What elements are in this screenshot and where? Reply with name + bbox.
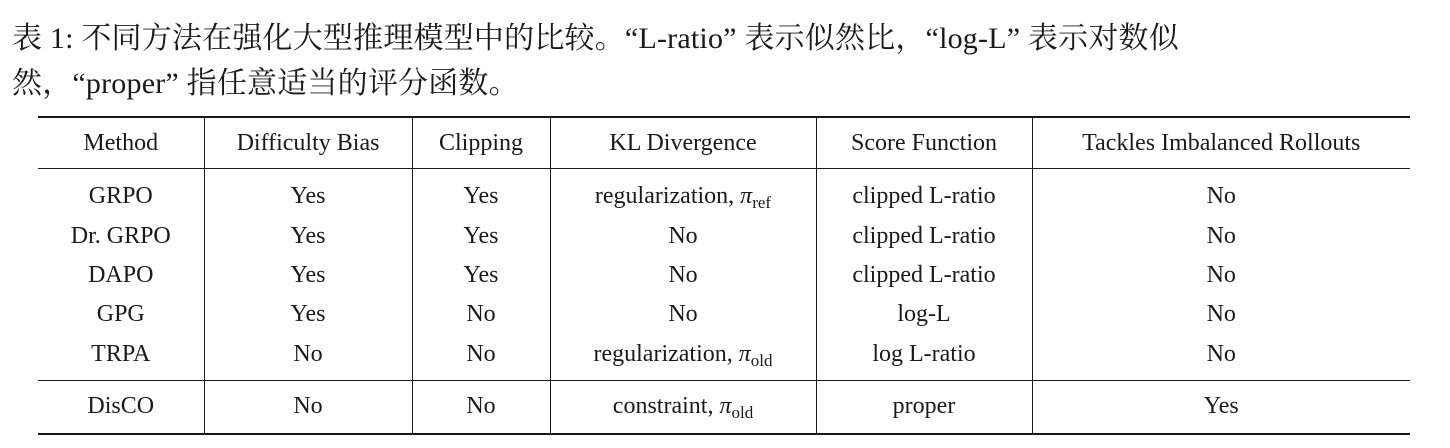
kl-pi-symbol: π: [738, 340, 751, 367]
cell-score-function: log L-ratio: [816, 335, 1032, 381]
header-kl-divergence: KL Divergence: [550, 117, 816, 169]
header-row: [38, 117, 1410, 169]
cell-method: GRPO: [88, 183, 153, 210]
table-row: [38, 256, 1410, 295]
kl-subscript: old: [750, 350, 773, 370]
cell-score-function: proper: [816, 380, 1032, 434]
table-row-proposed: [38, 380, 1410, 434]
cell-difficulty-bias: No: [204, 335, 412, 381]
table-caption: [12, 16, 1442, 106]
cell-clipping: Yes: [412, 216, 550, 255]
cell-method: Dr. GRPO: [70, 222, 171, 249]
header-clipping: Clipping: [412, 117, 550, 169]
cell-method: GPG: [96, 301, 145, 328]
kl-text: No: [668, 222, 698, 249]
proposed-method-row-group: [38, 380, 1410, 434]
kl-text: No: [668, 301, 698, 328]
cell-score-function: clipped L-ratio: [816, 256, 1032, 295]
cell-kl-divergence: [550, 335, 816, 381]
cell-method: DAPO: [88, 261, 154, 288]
cell-tackles-imbalanced: No: [1032, 216, 1410, 255]
cell-clipping: Yes: [412, 169, 550, 217]
kl-text: No: [668, 261, 698, 288]
comparison-table: [38, 116, 1410, 435]
table-row: [38, 169, 1410, 217]
cell-difficulty-bias: Yes: [204, 256, 412, 295]
cell-method: TRPA: [91, 340, 151, 367]
cell-kl-divergence: [550, 216, 816, 255]
caption-line-2: 然，“proper” 指任意适当的评分函数。: [12, 67, 519, 100]
cell-tackles-imbalanced: Yes: [1032, 380, 1410, 434]
cell-kl-divergence: [550, 169, 816, 217]
cell-method: DisCO: [87, 393, 155, 420]
table-row: [38, 335, 1410, 381]
table-row: [38, 216, 1410, 255]
cell-difficulty-bias: Yes: [204, 216, 412, 255]
cell-clipping: No: [412, 380, 550, 434]
cell-clipping: Yes: [412, 256, 550, 295]
caption-line-1: 表 1: 不同方法在强化大型推理模型中的比较。“L-ratio” 表示似然比，“log-L” 表示对数似: [12, 22, 1179, 55]
kl-pi-symbol: π: [719, 393, 732, 420]
cell-tackles-imbalanced: No: [1032, 335, 1410, 381]
kl-subscript: old: [731, 403, 754, 423]
header-difficulty-bias: Difficulty Bias: [204, 117, 412, 169]
table-row: [38, 295, 1410, 334]
cell-kl-divergence: [550, 256, 816, 295]
cell-kl-divergence: [550, 295, 816, 334]
header-tackles-imbalanced: Tackles Imbalanced Rollouts: [1032, 117, 1410, 169]
baseline-rows: [38, 169, 1410, 381]
cell-clipping: No: [412, 335, 550, 381]
cell-tackles-imbalanced: No: [1032, 256, 1410, 295]
header-score-function: Score Function: [816, 117, 1032, 169]
kl-text: constraint,: [612, 393, 720, 420]
cell-tackles-imbalanced: No: [1032, 169, 1410, 217]
cell-score-function: clipped L-ratio: [816, 169, 1032, 217]
cell-clipping: No: [412, 295, 550, 334]
cell-score-function: log-L: [816, 295, 1032, 334]
header-method: Method: [83, 129, 159, 156]
kl-subscript: ref: [752, 193, 772, 213]
kl-text: regularization,: [593, 340, 739, 367]
cell-difficulty-bias: Yes: [204, 295, 412, 334]
cell-difficulty-bias: No: [204, 380, 412, 434]
cell-kl-divergence: [550, 380, 816, 434]
cell-score-function: clipped L-ratio: [816, 216, 1032, 255]
kl-text: regularization,: [594, 183, 741, 210]
cell-tackles-imbalanced: No: [1032, 295, 1410, 334]
kl-pi-symbol: π: [740, 183, 753, 210]
cell-difficulty-bias: Yes: [204, 169, 412, 217]
